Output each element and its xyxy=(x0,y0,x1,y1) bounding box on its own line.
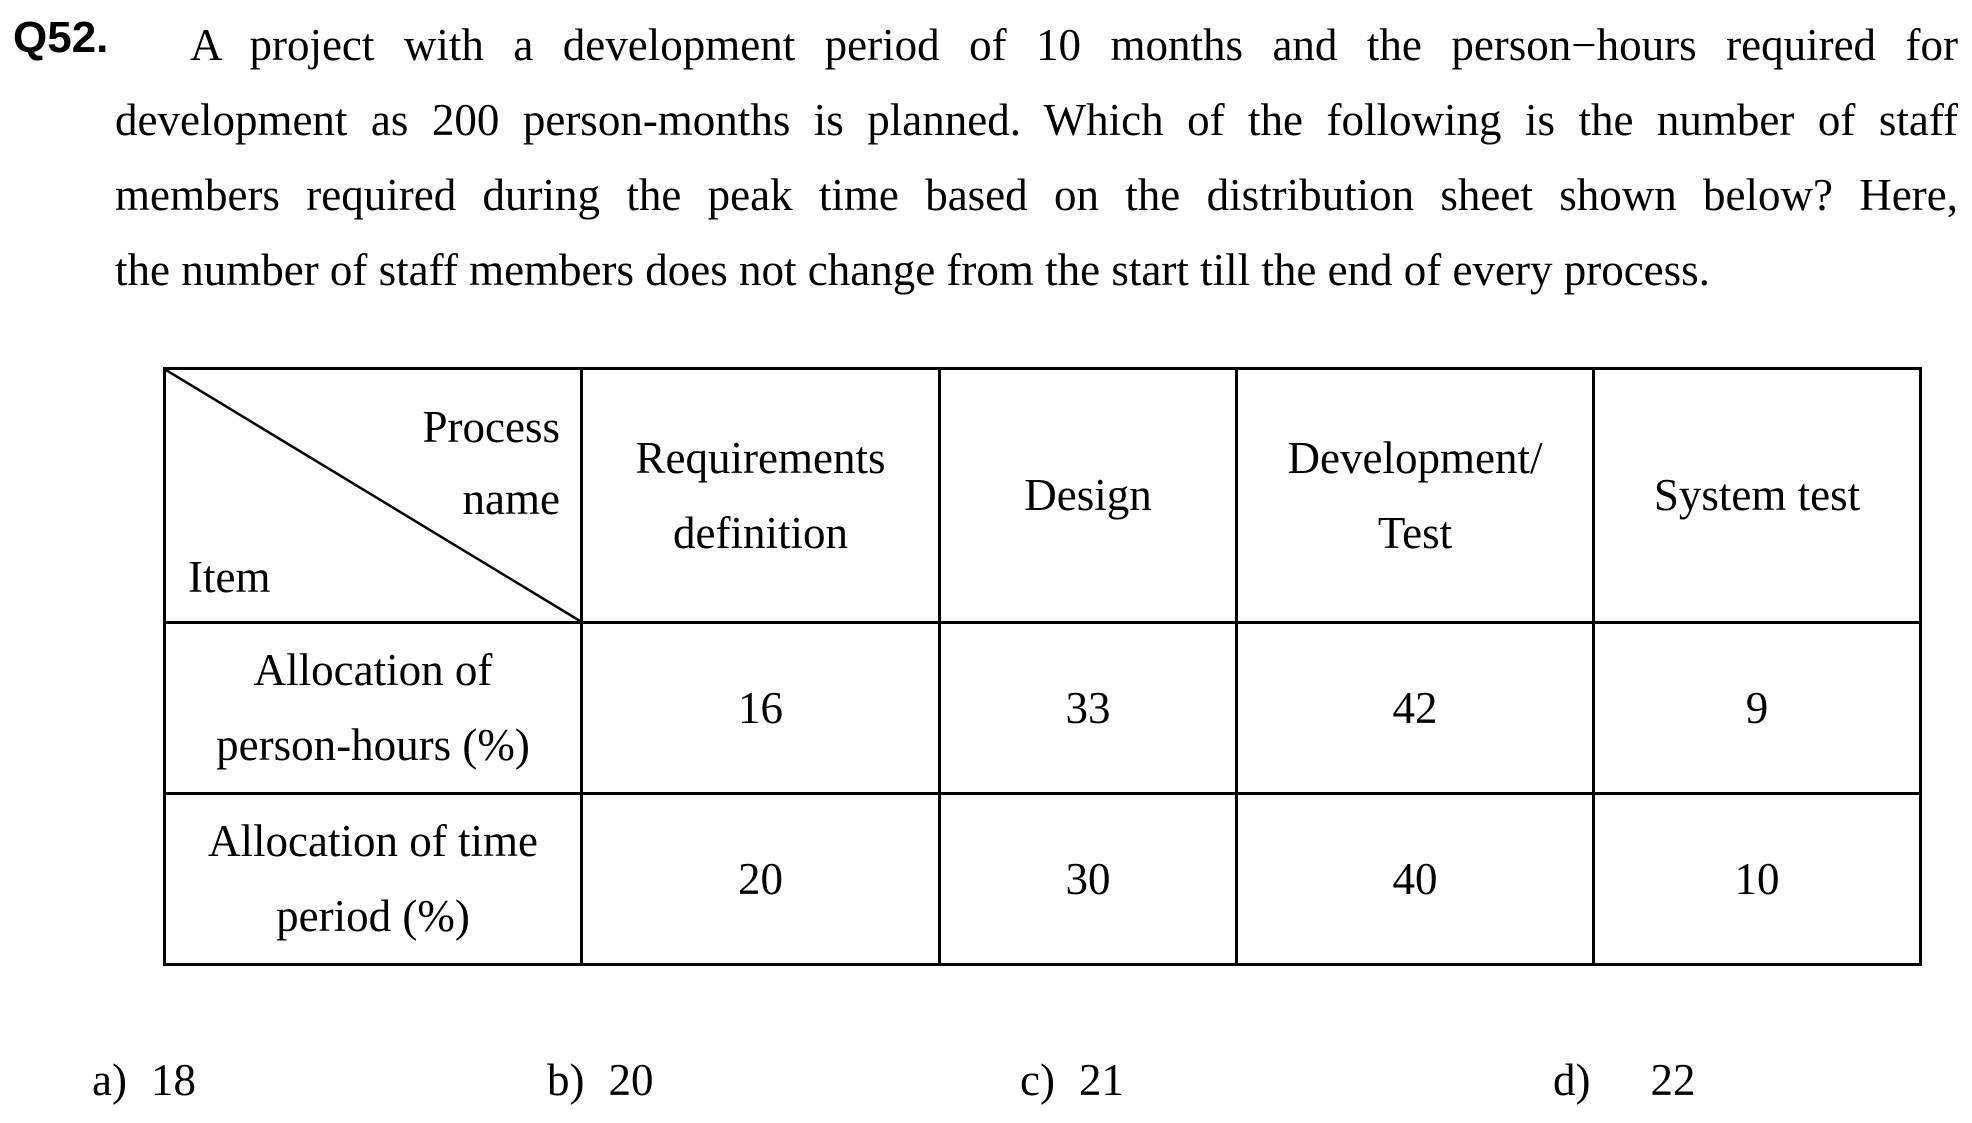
question-line-4: the number of staff members does not change from the start till the end of every process. xyxy=(115,245,1710,295)
corner-process-label-2: name xyxy=(462,474,560,524)
row-header-time-period: Allocation of time period (%) xyxy=(165,794,582,965)
table-header-row xyxy=(165,369,1921,623)
column-header-requirements: Requirements definition xyxy=(582,369,940,623)
column-header-design: Design xyxy=(940,369,1237,623)
answer-choice-c[interactable]: c) 21 xyxy=(1020,1055,1124,1105)
question-stem xyxy=(115,8,1958,308)
column-header-system-test: System test xyxy=(1594,369,1921,623)
distribution-sheet-table xyxy=(163,367,1922,966)
table-cell: 16 xyxy=(582,623,940,794)
answer-choice-b[interactable]: b) 20 xyxy=(547,1055,654,1105)
table-cell: 10 xyxy=(1594,794,1921,965)
row-header-person-hours: Allocation of person-hours (%) xyxy=(165,623,582,794)
question-line-3: members required during the peak time based on the distribution sheet shown below? Here, xyxy=(115,170,1958,220)
question-number: Q52. xyxy=(13,13,109,62)
corner-process-label-1: Process xyxy=(422,402,560,452)
table-cell: 33 xyxy=(940,623,1237,794)
question-line-1: A project with a development period of 10 months and the person−hours required for xyxy=(190,20,1958,70)
table-cell: 9 xyxy=(1594,623,1921,794)
table-cell: 42 xyxy=(1237,623,1594,794)
table-row xyxy=(165,794,1921,965)
table-row xyxy=(165,623,1921,794)
question-line-2: development as 200 person-months is planned. Which of the following is the number of staff xyxy=(115,95,1958,145)
table-cell: 40 xyxy=(1237,794,1594,965)
answer-choice-a[interactable]: a) 18 xyxy=(92,1055,196,1105)
corner-item-label: Item xyxy=(188,552,271,602)
answer-choice-d[interactable]: d) 22 xyxy=(1553,1055,1696,1105)
column-header-development: Development/ Test xyxy=(1237,369,1594,623)
table-cell: 20 xyxy=(582,794,940,965)
table-cell: 30 xyxy=(940,794,1237,965)
table-corner-cell xyxy=(165,369,582,623)
